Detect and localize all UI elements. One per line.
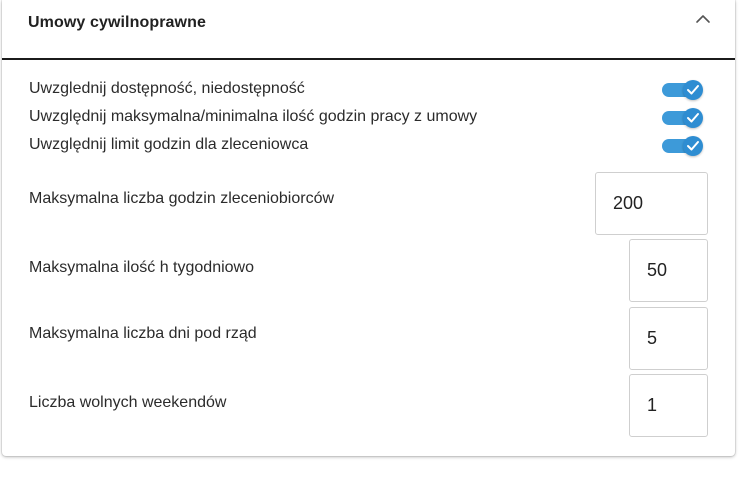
toggle-label: Uwzględnij limit godzin dla zleceniowca <box>29 136 309 153</box>
toggle-knob <box>683 80 703 100</box>
free-weekends-input[interactable] <box>629 374 708 437</box>
free-weekends-label: Liczba wolnych weekendów <box>29 394 227 411</box>
toggle-knob <box>683 136 703 156</box>
section-title: Umowy cywilnoprawne <box>28 14 206 31</box>
toggle-label: Uwzględnij maksymalna/minimalna ilość godzin pracy z umowy <box>29 108 478 125</box>
check-icon <box>686 112 700 124</box>
toggle-knob <box>683 108 703 128</box>
toggle-row-contract-hours <box>2 105 735 131</box>
settings-panel <box>2 0 735 456</box>
toggle-row-availability <box>2 77 735 103</box>
toggle-row-hours-limit <box>2 133 735 159</box>
max-consecutive-days-input[interactable] <box>629 307 708 370</box>
max-consecutive-days-label: Maksymalna liczba dni pod rząd <box>29 325 257 342</box>
section-header[interactable] <box>2 0 735 60</box>
max-weekly-hours-input[interactable] <box>629 239 708 302</box>
max-contractor-hours-input[interactable] <box>595 172 708 235</box>
toggle-label: Uwzglednij dostępność, niedostępność <box>29 80 305 97</box>
contract-hours-toggle[interactable] <box>662 108 704 128</box>
check-icon <box>686 140 700 152</box>
chevron-up-icon[interactable] <box>692 10 714 28</box>
hours-limit-toggle[interactable] <box>662 136 704 156</box>
max-contractor-hours-label: Maksymalna liczba godzin zleceniobiorców <box>29 190 335 207</box>
max-weekly-hours-label: Maksymalna ilość h tygodniowo <box>29 259 254 276</box>
availability-toggle[interactable] <box>662 80 704 100</box>
check-icon <box>686 84 700 96</box>
